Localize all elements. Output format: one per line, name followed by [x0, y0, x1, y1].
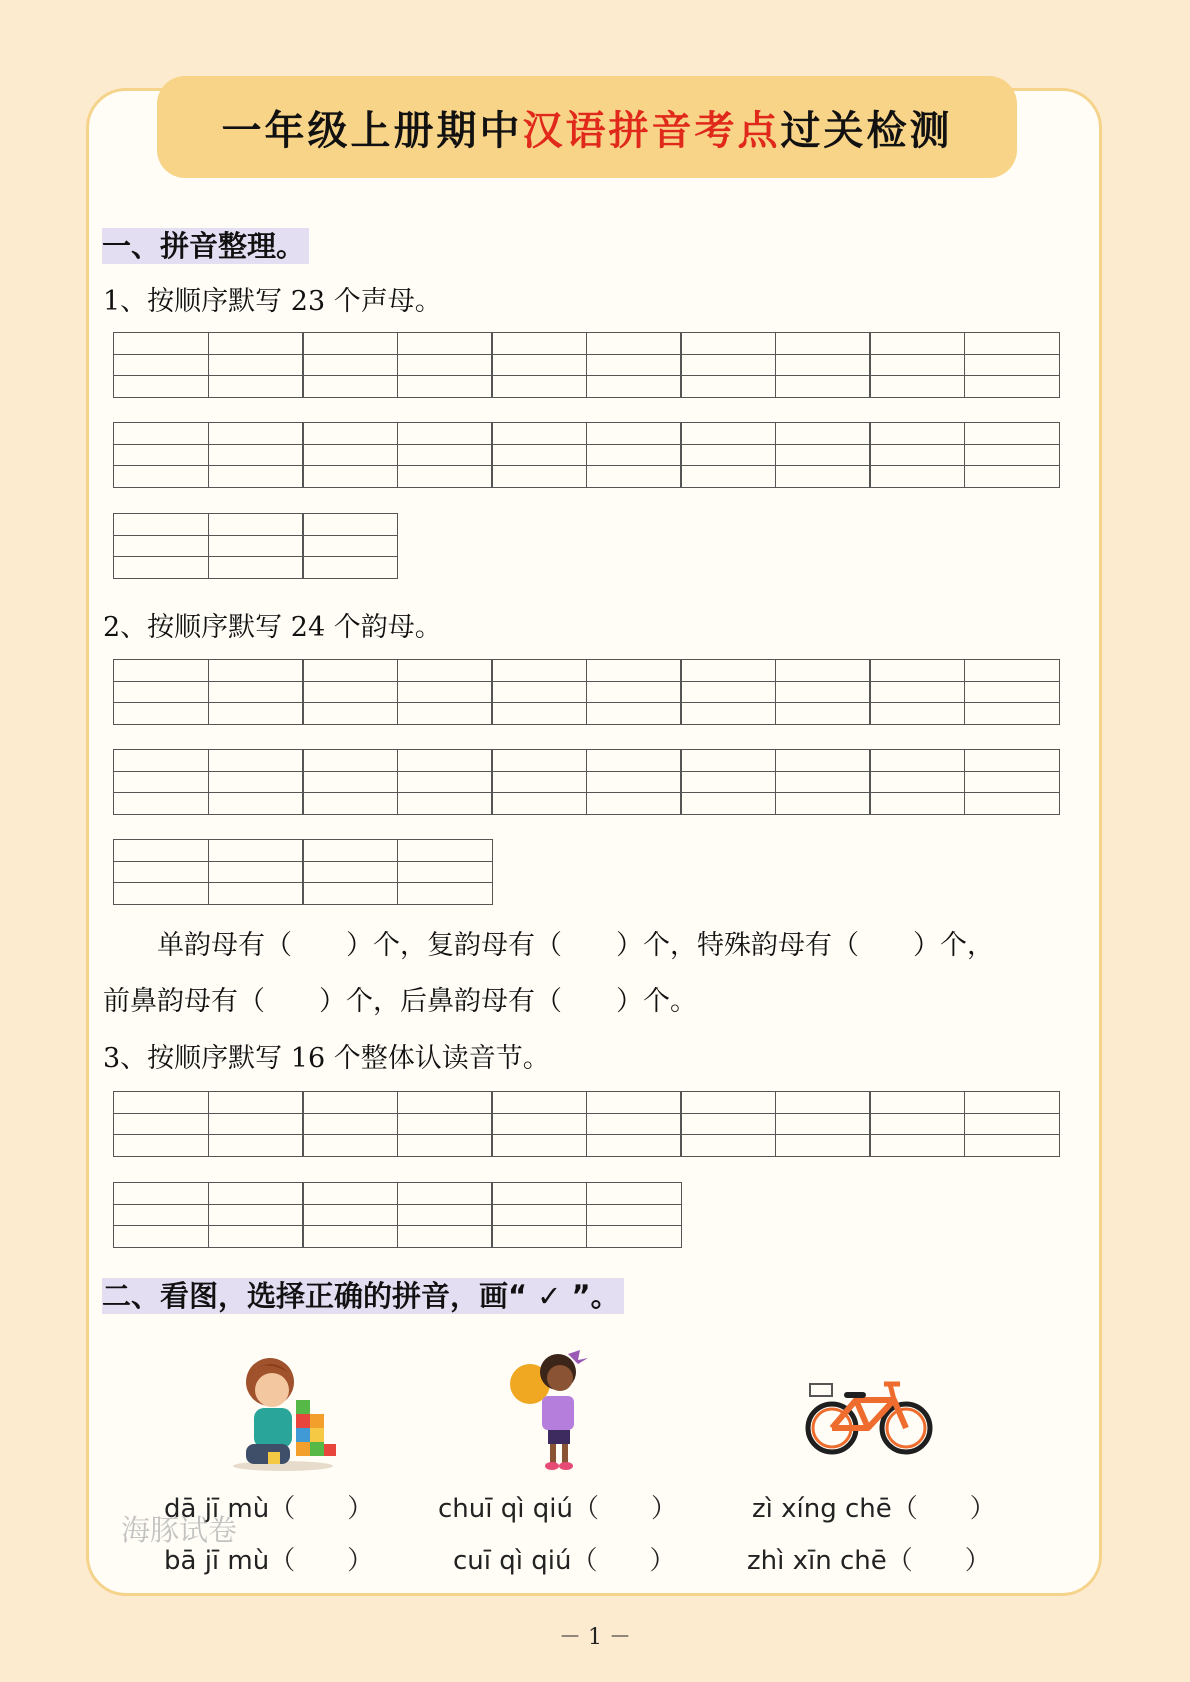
cell-line-band	[209, 1183, 303, 1205]
cell-line-band	[870, 1135, 964, 1156]
cell-line-band	[870, 445, 964, 467]
cell-line-band	[114, 557, 208, 578]
pinyin-cell[interactable]	[869, 332, 965, 398]
cell-line-band	[114, 682, 208, 704]
cell-line-band	[209, 376, 303, 397]
option-chuiqiqiu[interactable]: chuī qì qiú（ ）	[438, 1494, 677, 1524]
cell-line-band	[398, 682, 492, 704]
cell-line-band	[398, 750, 492, 772]
cell-line-band	[114, 536, 208, 558]
cell-line-band	[303, 1135, 397, 1156]
title-highlight: 汉语拼音考点	[522, 107, 781, 154]
cell-line-band	[965, 682, 1059, 704]
cell-line-band	[776, 682, 870, 704]
cell-line-band	[965, 355, 1059, 377]
pinyin-cell[interactable]	[869, 659, 965, 725]
cell-line-band	[965, 772, 1059, 794]
cell-line-band	[965, 660, 1059, 682]
fill-blank-line-2: 前鼻韵母有（ ）个，后鼻韵母有（ ）个。	[103, 986, 697, 1017]
cell-line-band	[965, 750, 1059, 772]
grid-q2-row3[interactable]	[113, 839, 493, 905]
cell-line-band	[303, 1205, 397, 1227]
cell-line-band	[492, 750, 586, 772]
cell-line-band	[681, 750, 775, 772]
cell-line-band	[398, 1205, 492, 1227]
cell-line-band	[587, 1183, 681, 1205]
pinyin-cell[interactable]	[302, 332, 398, 398]
grid-q1-row1[interactable]	[113, 332, 1060, 398]
option-zhixinche[interactable]: zhì xīn chē（ ）	[747, 1546, 991, 1576]
pinyin-cell[interactable]	[208, 1182, 304, 1248]
cell-line-band	[870, 1092, 964, 1114]
watermark: 海豚试卷	[121, 1513, 238, 1547]
pinyin-cell[interactable]	[586, 422, 682, 488]
cell-line-band	[114, 376, 208, 397]
cell-line-band	[209, 682, 303, 704]
cell-line-band	[492, 376, 586, 397]
cell-line-band	[870, 703, 964, 724]
cell-line-band	[209, 1092, 303, 1114]
pinyin-cell[interactable]	[397, 422, 493, 488]
cell-line-band	[114, 1092, 208, 1114]
cell-line-band	[776, 466, 870, 487]
pinyin-cell[interactable]	[775, 332, 871, 398]
cell-line-band	[303, 682, 397, 704]
cell-line-band	[209, 793, 303, 814]
cell-line-band	[114, 1183, 208, 1205]
cell-line-band	[870, 333, 964, 355]
cell-line-band	[587, 376, 681, 397]
cell-line-band	[681, 466, 775, 487]
cell-line-band	[587, 793, 681, 814]
cell-line-band	[398, 445, 492, 467]
cell-line-band	[587, 466, 681, 487]
pinyin-cell[interactable]	[397, 1182, 493, 1248]
cell-line-band	[114, 750, 208, 772]
cell-line-band	[776, 423, 870, 445]
cell-line-band	[776, 750, 870, 772]
pinyin-cell[interactable]	[775, 422, 871, 488]
cell-line-band	[398, 376, 492, 397]
cell-line-band	[492, 793, 586, 814]
cell-line-band	[114, 883, 208, 904]
cell-line-band	[587, 1135, 681, 1156]
cell-line-band	[776, 1114, 870, 1136]
pinyin-cell[interactable]	[964, 659, 1060, 725]
cell-line-band	[492, 423, 586, 445]
pinyin-cell[interactable]	[113, 659, 209, 725]
cell-line-band	[114, 466, 208, 487]
cell-line-band	[587, 703, 681, 724]
cell-line-band	[209, 514, 303, 536]
cell-line-band	[776, 1135, 870, 1156]
cell-line-band	[303, 772, 397, 794]
cell-line-band	[114, 1226, 208, 1247]
cell-line-band	[681, 1092, 775, 1114]
cell-line-band	[965, 703, 1059, 724]
pinyin-cell[interactable]	[491, 1182, 587, 1248]
cell-line-band	[303, 423, 397, 445]
grid-q3-row1[interactable]	[113, 1091, 1060, 1157]
grid-q1-row2[interactable]	[113, 422, 1060, 488]
cell-line-band	[492, 1205, 586, 1227]
grid-q2-row2[interactable]	[113, 749, 1060, 815]
cell-line-band	[681, 423, 775, 445]
cell-line-band	[965, 445, 1059, 467]
cell-line-band	[209, 423, 303, 445]
cell-line-band	[681, 376, 775, 397]
cell-line-band	[681, 445, 775, 467]
cell-line-band	[492, 703, 586, 724]
cell-line-band	[492, 355, 586, 377]
cell-line-band	[209, 445, 303, 467]
cell-line-band	[114, 355, 208, 377]
fill-blank-line-1: 单韵母有（ ）个，复韵母有（ ）个，特殊韵母有（ ）个，	[103, 930, 994, 961]
option-bajimu[interactable]: bā jī mù（ ）	[164, 1546, 374, 1576]
pinyin-cell[interactable]	[680, 332, 776, 398]
cell-line-band	[398, 660, 492, 682]
pinyin-cell[interactable]	[586, 1182, 682, 1248]
child-playing-blocks-image	[228, 1352, 338, 1472]
cell-line-band	[492, 772, 586, 794]
pinyin-cell[interactable]	[680, 749, 776, 815]
pinyin-cell[interactable]	[869, 1091, 965, 1157]
cell-line-band	[398, 772, 492, 794]
cell-line-band	[303, 750, 397, 772]
cell-line-band	[870, 423, 964, 445]
pinyin-cell[interactable]	[208, 749, 304, 815]
grid-q3-row2[interactable]	[113, 1182, 682, 1248]
cell-line-band	[398, 1226, 492, 1247]
cell-line-band	[681, 772, 775, 794]
pinyin-cell[interactable]	[680, 422, 776, 488]
section2-heading: 二、看图，选择正确的拼音，画“ ✓ ”。	[102, 1278, 624, 1314]
cell-line-band	[303, 883, 397, 904]
cell-line-band	[303, 1114, 397, 1136]
cell-line-band	[398, 1183, 492, 1205]
cell-line-band	[870, 1114, 964, 1136]
pinyin-cell[interactable]	[491, 1091, 587, 1157]
cell-line-band	[870, 772, 964, 794]
cell-line-band	[398, 1135, 492, 1156]
cell-line-band	[303, 840, 397, 862]
cell-line-band	[681, 793, 775, 814]
cell-line-band	[965, 1114, 1059, 1136]
pinyin-cell[interactable]	[586, 332, 682, 398]
pinyin-cell[interactable]	[208, 659, 304, 725]
cell-line-band	[776, 333, 870, 355]
cell-line-band	[587, 660, 681, 682]
cell-line-band	[870, 376, 964, 397]
cell-line-band	[681, 355, 775, 377]
cell-line-band	[114, 514, 208, 536]
bicycle-image	[804, 1372, 934, 1458]
pinyin-cell[interactable]	[302, 749, 398, 815]
cell-line-band	[587, 355, 681, 377]
pinyin-cell[interactable]	[113, 1091, 209, 1157]
cell-line-band	[114, 445, 208, 467]
option-dajimu[interactable]: dā jī mù（ ）	[164, 1494, 374, 1524]
cell-line-band	[870, 682, 964, 704]
pinyin-cell[interactable]	[964, 422, 1060, 488]
option-zixingche[interactable]: zì xíng chē（ ）	[752, 1494, 996, 1524]
cell-line-band	[303, 466, 397, 487]
cell-line-band	[587, 682, 681, 704]
cell-line-band	[776, 1092, 870, 1114]
cell-line-band	[303, 355, 397, 377]
cell-line-band	[209, 1205, 303, 1227]
pinyin-cell[interactable]	[869, 422, 965, 488]
pinyin-cell[interactable]	[586, 659, 682, 725]
pinyin-cell[interactable]	[491, 332, 587, 398]
cell-line-band	[587, 445, 681, 467]
pinyin-cell[interactable]	[964, 332, 1060, 398]
pinyin-cell[interactable]	[113, 1182, 209, 1248]
cell-line-band	[398, 355, 492, 377]
cell-line-band	[587, 1205, 681, 1227]
pinyin-cell[interactable]	[113, 332, 209, 398]
cell-line-band	[492, 1183, 586, 1205]
title-part2: 过关检测	[780, 107, 953, 154]
cell-line-band	[492, 1135, 586, 1156]
grid-q1-row3[interactable]	[113, 513, 398, 579]
cell-line-band	[209, 703, 303, 724]
pinyin-cell[interactable]	[113, 422, 209, 488]
cell-line-band	[776, 703, 870, 724]
cell-line-band	[114, 333, 208, 355]
cell-line-band	[681, 1114, 775, 1136]
cell-line-band	[114, 1205, 208, 1227]
pinyin-cell[interactable]	[208, 513, 304, 579]
cell-line-band	[303, 557, 397, 578]
cell-line-band	[398, 333, 492, 355]
pinyin-cell[interactable]	[397, 1091, 493, 1157]
pinyin-cell[interactable]	[586, 749, 682, 815]
pinyin-cell[interactable]	[302, 659, 398, 725]
cell-line-band	[303, 1226, 397, 1247]
pinyin-cell[interactable]	[302, 422, 398, 488]
cell-line-band	[398, 423, 492, 445]
cell-line-band	[965, 466, 1059, 487]
cell-line-band	[303, 1183, 397, 1205]
cell-line-band	[209, 772, 303, 794]
pinyin-cell[interactable]	[113, 749, 209, 815]
pinyin-cell[interactable]	[302, 513, 398, 579]
page-title	[157, 76, 1017, 178]
cell-line-band	[965, 376, 1059, 397]
cell-line-band	[492, 1226, 586, 1247]
cell-line-band	[681, 682, 775, 704]
cell-line-band	[303, 1092, 397, 1114]
pinyin-cell[interactable]	[964, 1091, 1060, 1157]
cell-line-band	[587, 1226, 681, 1247]
pinyin-cell[interactable]	[491, 659, 587, 725]
cell-line-band	[965, 793, 1059, 814]
cell-line-band	[398, 703, 492, 724]
pinyin-cell[interactable]	[775, 659, 871, 725]
cell-line-band	[398, 1114, 492, 1136]
cell-line-band	[492, 1114, 586, 1136]
cell-line-band	[209, 660, 303, 682]
cell-line-band	[776, 355, 870, 377]
pinyin-cell[interactable]	[397, 332, 493, 398]
question-1: 1、按顺序默写 23 个声母。	[103, 286, 442, 317]
cell-line-band	[209, 750, 303, 772]
cell-line-band	[870, 793, 964, 814]
pinyin-cell[interactable]	[869, 749, 965, 815]
question-2: 2、按顺序默写 24 个韵母。	[103, 612, 442, 643]
cell-line-band	[398, 883, 492, 904]
pinyin-cell[interactable]	[397, 659, 493, 725]
cell-line-band	[776, 660, 870, 682]
cell-line-band	[209, 1226, 303, 1247]
pinyin-cell[interactable]	[775, 1091, 871, 1157]
pinyin-cell[interactable]	[208, 332, 304, 398]
cell-line-band	[492, 1092, 586, 1114]
pinyin-cell[interactable]	[208, 422, 304, 488]
cell-line-band	[114, 840, 208, 862]
cell-line-band	[114, 862, 208, 884]
cell-line-band	[965, 1135, 1059, 1156]
page-number: － 1 －	[559, 1625, 631, 1650]
pinyin-cell[interactable]	[302, 1091, 398, 1157]
question-3: 3、按顺序默写 16 个整体认读音节。	[103, 1043, 550, 1074]
cell-line-band	[492, 660, 586, 682]
cell-line-band	[303, 333, 397, 355]
pinyin-cell[interactable]	[302, 1182, 398, 1248]
pinyin-cell[interactable]	[680, 659, 776, 725]
cell-line-band	[209, 1114, 303, 1136]
cell-line-band	[870, 466, 964, 487]
cell-line-band	[209, 355, 303, 377]
cell-line-band	[870, 660, 964, 682]
cell-line-band	[492, 445, 586, 467]
cell-line-band	[303, 445, 397, 467]
cell-line-band	[681, 1135, 775, 1156]
cell-line-band	[587, 423, 681, 445]
cell-line-band	[303, 514, 397, 536]
cell-line-band	[587, 1092, 681, 1114]
cell-line-band	[398, 840, 492, 862]
cell-line-band	[209, 1135, 303, 1156]
cell-line-band	[776, 445, 870, 467]
cell-line-band	[209, 333, 303, 355]
cell-line-band	[303, 660, 397, 682]
pinyin-cell[interactable]	[397, 839, 493, 905]
cell-line-band	[587, 1114, 681, 1136]
cell-line-band	[209, 883, 303, 904]
pinyin-cell[interactable]	[964, 749, 1060, 815]
pinyin-cell[interactable]	[491, 422, 587, 488]
cell-line-band	[870, 355, 964, 377]
cell-line-band	[209, 536, 303, 558]
cell-line-band	[303, 862, 397, 884]
cell-line-band	[776, 793, 870, 814]
cell-line-band	[114, 703, 208, 724]
cell-line-band	[303, 703, 397, 724]
pinyin-cell[interactable]	[775, 749, 871, 815]
cell-line-band	[492, 466, 586, 487]
pinyin-cell[interactable]	[113, 513, 209, 579]
grid-q2-row1[interactable]	[113, 659, 1060, 725]
pinyin-cell[interactable]	[208, 1091, 304, 1157]
pinyin-cell[interactable]	[113, 839, 209, 905]
cell-line-band	[209, 862, 303, 884]
cell-line-band	[681, 703, 775, 724]
cell-line-band	[587, 333, 681, 355]
title-part1: 一年级上册期中	[221, 107, 523, 154]
pinyin-cell[interactable]	[680, 1091, 776, 1157]
girl-blowing-balloon-image	[508, 1350, 598, 1472]
cell-line-band	[209, 466, 303, 487]
cell-line-band	[114, 423, 208, 445]
cell-line-band	[398, 793, 492, 814]
cell-line-band	[965, 423, 1059, 445]
cell-line-band	[303, 376, 397, 397]
cell-line-band	[114, 772, 208, 794]
cell-line-band	[114, 1135, 208, 1156]
cell-line-band	[398, 466, 492, 487]
section1-heading: 一、拼音整理。	[102, 228, 309, 264]
pinyin-cell[interactable]	[208, 839, 304, 905]
cell-line-band	[492, 682, 586, 704]
pinyin-cell[interactable]	[491, 749, 587, 815]
cell-line-band	[114, 660, 208, 682]
cell-line-band	[587, 750, 681, 772]
cell-line-band	[209, 557, 303, 578]
cell-line-band	[114, 793, 208, 814]
cell-line-band	[587, 772, 681, 794]
cell-line-band	[398, 1092, 492, 1114]
option-cuiqiqiu[interactable]: cuī qì qiú（ ）	[453, 1546, 676, 1576]
cell-line-band	[776, 772, 870, 794]
cell-line-band	[303, 793, 397, 814]
pinyin-cell[interactable]	[302, 839, 398, 905]
cell-line-band	[776, 376, 870, 397]
cell-line-band	[114, 1114, 208, 1136]
cell-line-band	[398, 862, 492, 884]
cell-line-band	[965, 1092, 1059, 1114]
cell-line-band	[681, 333, 775, 355]
cell-line-band	[870, 750, 964, 772]
pinyin-cell[interactable]	[397, 749, 493, 815]
cell-line-band	[492, 333, 586, 355]
cell-line-band	[209, 840, 303, 862]
cell-line-band	[965, 333, 1059, 355]
pinyin-cell[interactable]	[586, 1091, 682, 1157]
cell-line-band	[681, 660, 775, 682]
cell-line-band	[303, 536, 397, 558]
